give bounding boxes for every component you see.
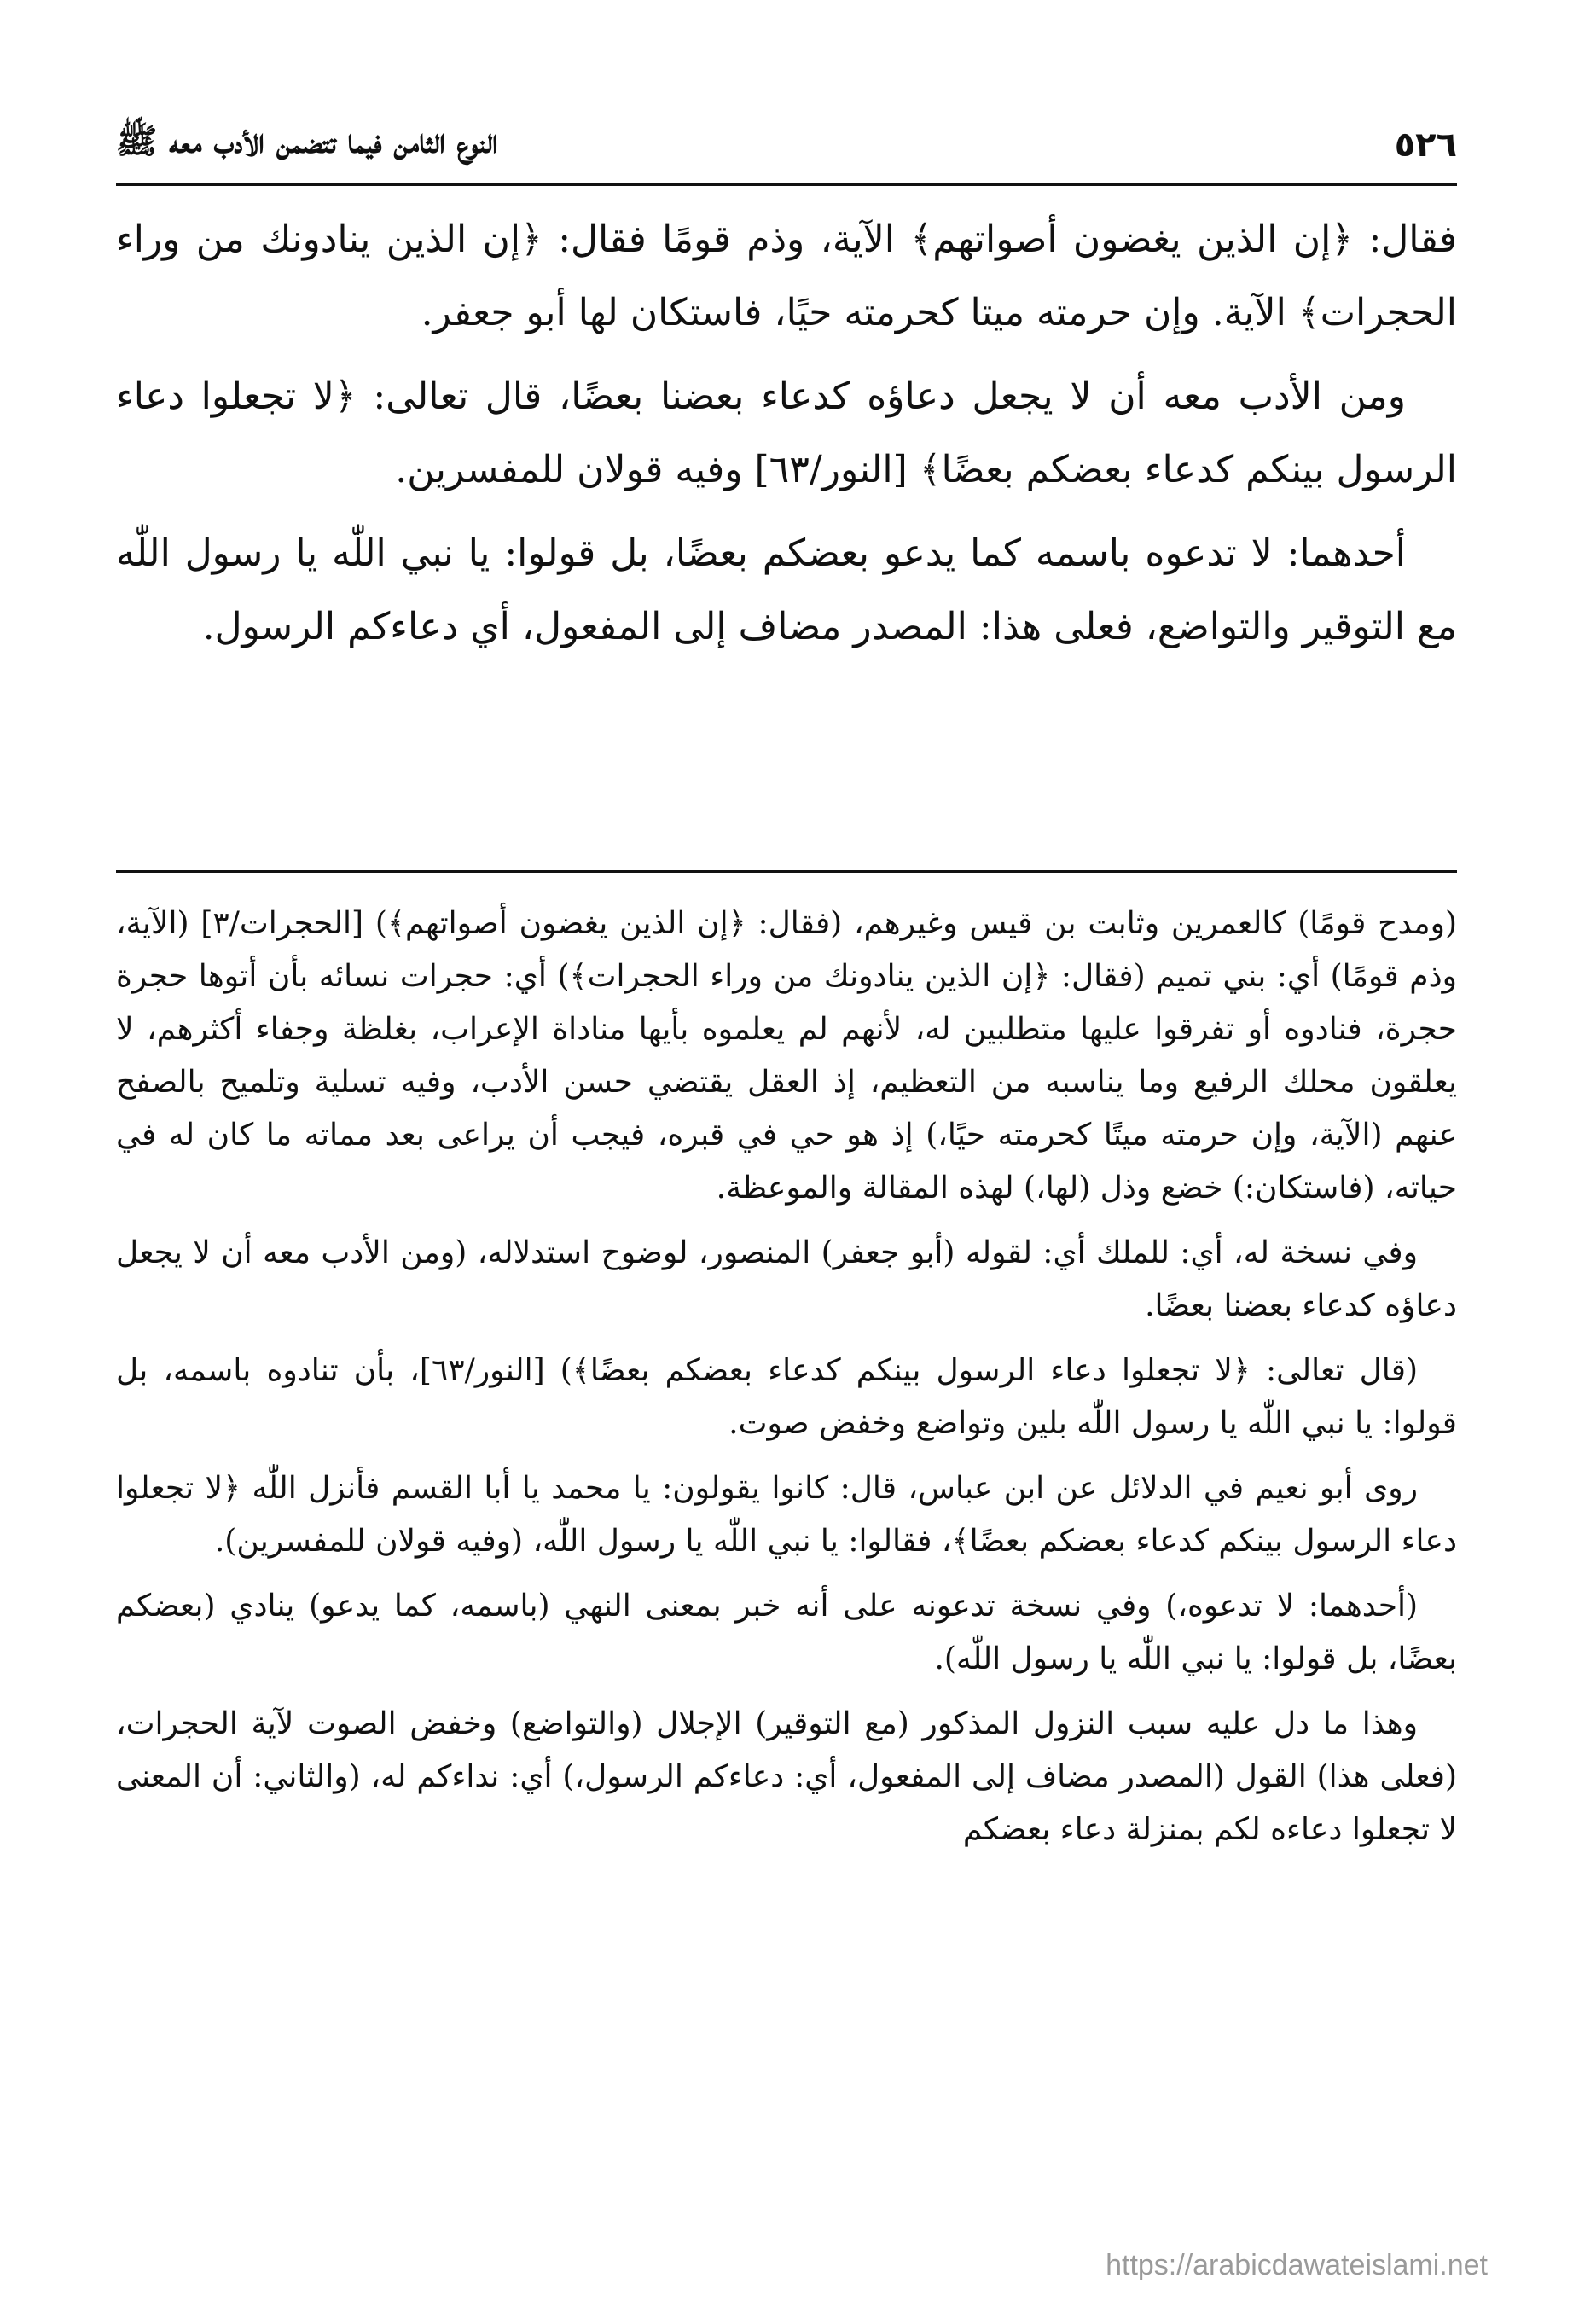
commentary-separator [116,870,1457,873]
commentary-paragraph: وهذا ما دل عليه سبب النزول المذكور (مع التوقير) الإجلال (والتواضع) وخفض الصوت لآية الحجرات، (فعلى هذا) القول (المصدر مضاف إلى المفعول، أي: دعاءكم الرسول،) أي: نداءكم له، (والثاني: أن المعنى لا تجعلوا دعاءه لكم بمنزلة دعاء بعضكم [116,1706,1457,1847]
main-paragraph: أحدهما: لا تدعوه باسمه كما يدعو بعضكم بعضًا، بل قولوا: يا نبي اللّٰه يا رسول اللّٰه مع التوقير والتواضع، فعلى هذا: المصدر مضاف إلى المفعول، أي دعاءكم الرسول. [116,532,1457,648]
page-number: ٥٢٦ [1394,125,1457,165]
commentary [116,898,1457,1868]
header-rule [116,183,1457,186]
commentary-paragraph: (أحدهما: لا تدعوه،) وفي نسخة تدعونه على أنه خبر بمعنى النهي (باسمه، كما يدعو) ينادي (بعضكم بعضًا، بل قولوا: يا نبي اللّٰه يا رسول اللّٰه). [116,1589,1457,1676]
commentary-paragraph: وفي نسخة له، أي: للملك أي: لقوله (أبو جعفر) المنصور، لوضوح استدلاله، (ومن الأدب معه أن لا يجعل دعاؤه كدعاء بعضنا بعضًا. [116,1235,1457,1323]
running-title: النوع الثامن فيما تتضمن الأدب معه ﷺ [116,121,498,161]
main-paragraph: فقال: ﴿إن الذين يغضون أصواتهم﴾ الآية، وذم قومًا فقال: ﴿إن الذين ينادونك من وراء الحجرات﴾ الآية. وإن حرمته ميتا كحرمته حيًا، فاستكان لها أبو جعفر. [116,218,1457,334]
watermark-url: https://arabicdawateislami.net [1106,2249,1488,2281]
commentary-paragraph: روى أبو نعيم في الدلائل عن ابن عباس، قال: كانوا يقولون: يا محمد يا أبا القسم فأنزل اللّٰه ﴿لا تجعلوا دعاء الرسول بينكم كدعاء بعضكم بعضًا﴾، فقالوا: يا نبي اللّٰه يا رسول اللّٰه، (وفيه قولان للمفسرين). [116,1471,1457,1559]
commentary-paragraph: (ومدح قومًا) كالعمرين وثابت بن قيس وغيرهم، (فقال: ﴿إن الذين يغضون أصواتهم﴾) [الحجرات/٣] (الآية، وذم قومًا) أي: بني تميم (فقال: ﴿إن الذين ينادونك من وراء الحجرات﴾) أي: حجرات نسائه بأن أتوها حجرة حجرة، فنادوه أو تفرقوا عليها متطلبين له، لأنهم لم يعلموه بأيها مناداة الإعراب، بغلظة وجفاء أكثرهم، لا يعلقون محلك الرفيع وما يناسبه من التعظيم، إذ العقل يقتضي حسن الأدب، وفيه تسلية وتلميح بالصفح عنهم (الآية، وإن حرمته ميتًا كحرمته حيًا،) إذ هو حي في قبره، فيجب أن يراعى بعد مماته ما كان له في حياته، (فاستكان:) خضع وذل (لها،) لهذه المقالة والموعظة. [116,906,1457,1206]
main-paragraph: ومن الأدب معه أن لا يجعل دعاؤه كدعاء بعضنا بعضًا، قال تعالى: ﴿لا تجعلوا دعاء الرسول بينكم كدعاء بعضكم بعضًا﴾ [النور/٦٣] وفيه قولان للمفسرين. [116,375,1457,491]
commentary-paragraph: (قال تعالى: ﴿لا تجعلوا دعاء الرسول بينكم كدعاء بعضكم بعضًا﴾) [النور/٦٣]، بأن تنادوه باسمه، بل قولوا: يا نبي اللّٰه يا رسول اللّٰه بلين وتواضع وخفض صوت. [116,1353,1457,1441]
page-header [116,113,1457,177]
main-text [116,203,1457,674]
